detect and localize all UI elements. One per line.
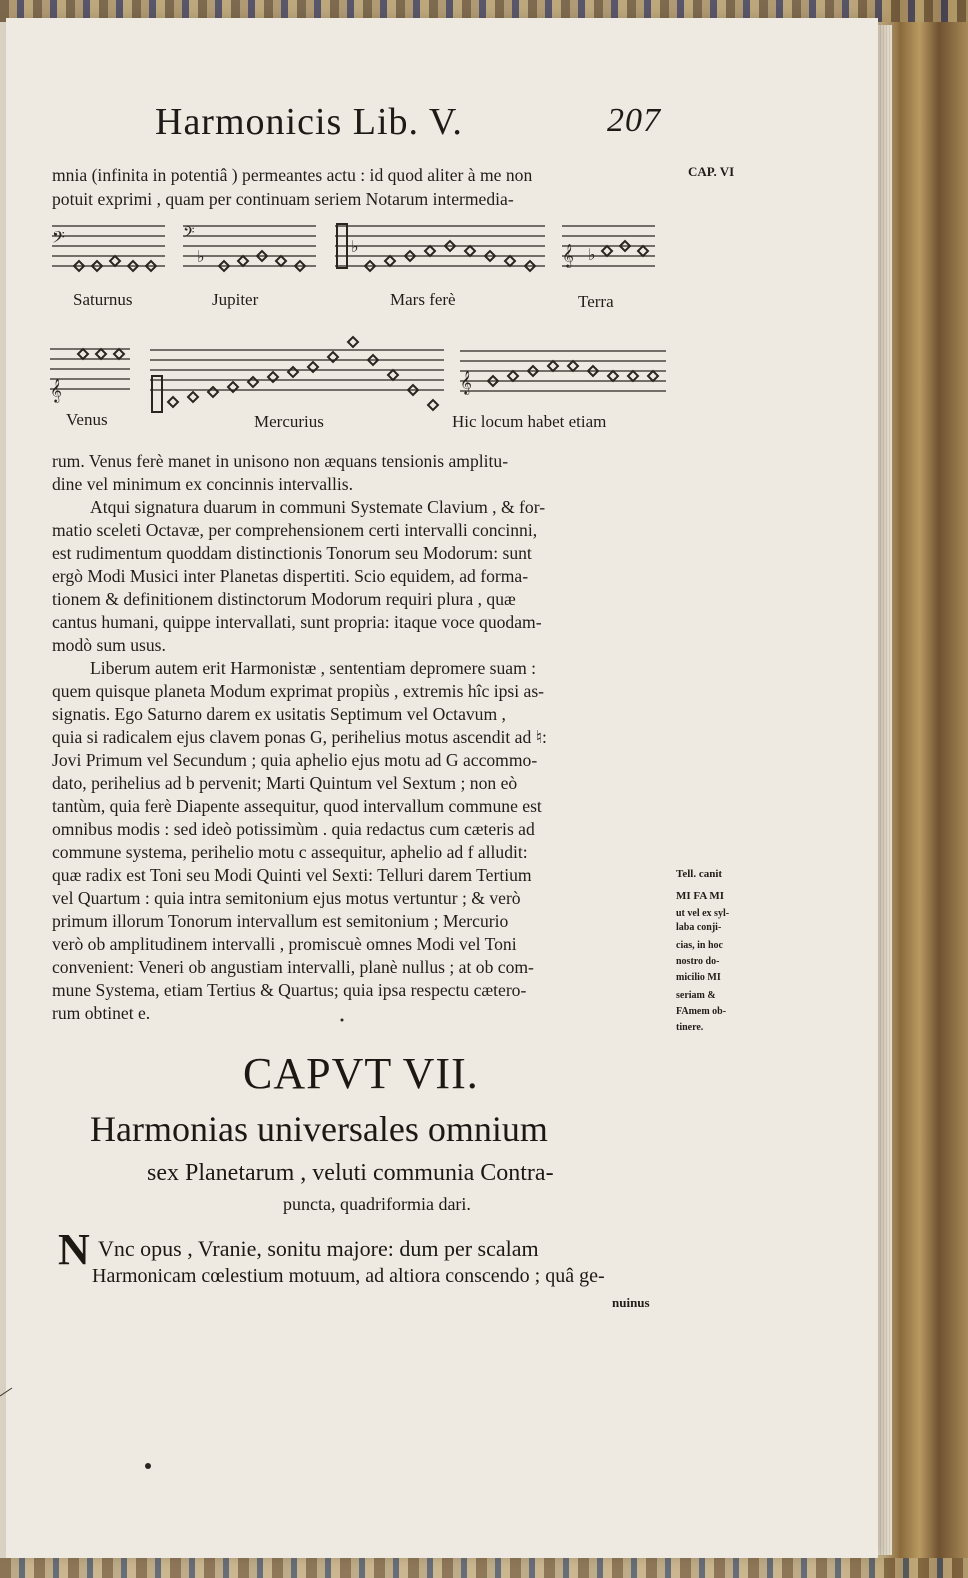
svg-text:𝄞: 𝄞 (562, 243, 574, 267)
svg-text:♭: ♭ (351, 237, 359, 256)
para2-line-5: tionem & definitionem distinctorum Modorum requiri plura , quæ (52, 589, 516, 609)
margin-note-10: tinere. (676, 1022, 704, 1033)
svg-text:𝄢: 𝄢 (52, 227, 65, 251)
para1-line-2: dine vel minimum ex concinnis intervallis. (52, 474, 353, 494)
para3-line-7: tantùm, quia ferè Diapente assequitur, quod intervallum commune est (52, 796, 542, 816)
chapter-subtitle-2: puncta, quadriformia dari. (283, 1194, 471, 1214)
chapter-line-2: Harmonicam cœlestium motuum, ad altiora conscendo ; quâ ge- (92, 1265, 605, 1287)
para3-line-12: primum illorum Tonorum intervallum est semitonium ; Mercurio (52, 911, 509, 931)
label-jupiter: Jupiter (212, 290, 259, 309)
para3-line-10: quæ radix est Toni seu Modi Quinti vel Sexti: Telluri darem Tertium (52, 865, 532, 885)
chapter-line-1: Vnc opus , Vranie, sonitu majore: dum per scalam (98, 1236, 539, 1261)
para3-line-2: quem quisque planeta Modum exprimat propiùs , extremis hîc ipsi as- (52, 681, 545, 701)
para3-line-8: omnibus modis : sed ideò potissimùm . quia redactus cum cæteris ad (52, 819, 535, 839)
para3-line-4: quia si radicalem ejus clavem ponas G, perihelius motus ascendit ad ♮: (52, 727, 547, 747)
svg-text:𝄞: 𝄞 (50, 378, 62, 402)
para3-line-5: Jovi Primum vel Secundum ; quia aphelio ejus motu ad G accommo- (52, 750, 538, 770)
intro-line-1: mnia (infinita in potentiâ ) permeantes actu : id quod aliter à me non (52, 165, 533, 185)
para3-line-15: mune Systema, etiam Tertius & Quartus; quia ipsa respectu cætero- (52, 980, 527, 1000)
para2-line-6: cantus humani, quippe intervallati, sunt propria: itaque voce quodam- (52, 612, 542, 632)
margin-chapter-mark: CAP. VI (688, 164, 735, 179)
label-hic-locum: Hic locum habet etiam (452, 412, 607, 431)
para3-line-9: commune systema, perihelio motu c assequitur, aphelio ad f alludit: (52, 842, 528, 862)
drop-cap-initial: N (58, 1225, 90, 1274)
para2-line-3: est rudimentum quoddam distinctionis Tonorum seu Modorum: sunt (52, 543, 532, 563)
para2-line-2: matio sceleti Octavæ, per comprehensionem certi intervalli concinni, (52, 520, 538, 540)
chapter-subtitle-1: sex Planetarum , veluti communia Contra- (147, 1160, 554, 1186)
label-terra: Terra (578, 292, 614, 311)
para2-line-1: Atqui signatura duarum in communi Systemate Clavium , & for- (90, 497, 546, 517)
para3-line-3: signatis. Ego Saturno darem ex usitatis Septimum vel Octavum , (52, 704, 506, 724)
margin-note-9: FAmem ob- (676, 1006, 727, 1017)
svg-text:𝄢: 𝄢 (183, 224, 195, 245)
margin-note-4: laba conji- (676, 922, 722, 933)
margin-note-6: nostro do- (676, 956, 720, 967)
svg-text:♭: ♭ (588, 245, 596, 264)
para1-line-1: rum. Venus ferè manet in unisono non æquans tensionis amplitu- (52, 451, 509, 471)
margin-note-1: Tell. canit (676, 868, 723, 880)
svg-text:𝄞: 𝄞 (460, 370, 472, 394)
para2-line-4: ergò Modi Musici inter Planetas dispertiti. Scio equidem, ad forma- (52, 566, 529, 586)
label-venus: Venus (66, 410, 108, 429)
label-saturnus: Saturnus (73, 290, 133, 309)
para3-line-16: rum obtinet e. (52, 1003, 151, 1023)
label-mercurius: Mercurius (254, 412, 324, 431)
running-head-title: Harmonicis Lib. V. (155, 101, 463, 143)
para3-line-6: dato, perihelius ad b pervenit; Marti Quintum vel Sextum ; non eò (52, 773, 518, 793)
margin-note-8: seriam & (676, 990, 716, 1001)
intro-line-2: potuit exprimi , quam per continuam seriem Notarum intermedia- (52, 189, 514, 209)
catchword: nuinus (612, 1295, 650, 1310)
para3-line-14: convenient: Veneri ob angustiam intervalli, planè nullus ; at ob com- (52, 957, 534, 977)
para3-line-13: verò ob amplitudinem intervalli , promiscuè omnes Modi vel Toni (52, 934, 517, 954)
margin-note-5: cias, in hoc (676, 940, 723, 951)
para3-line-1: Liberum autem erit Harmonistæ , sententiam depromere suam : (90, 658, 537, 678)
para2-line-7: modò sum usus. (52, 635, 166, 655)
page-number: 207 (607, 102, 661, 139)
margin-note-3: ut vel ex syl- (676, 908, 730, 919)
label-mars: Mars ferè (390, 290, 456, 309)
margin-note-7: micilio MI (676, 972, 721, 983)
chapter-title: Harmonias universales omnium (90, 1109, 548, 1149)
para3-line-11: vel Quartum : quia intra semitonium ejus motus vertuntur ; & verò (52, 888, 521, 908)
margin-note-2: MI FA MI (676, 890, 725, 902)
svg-text:♭: ♭ (197, 247, 205, 266)
chapter-heading: CAPVT VII. (243, 1049, 479, 1098)
